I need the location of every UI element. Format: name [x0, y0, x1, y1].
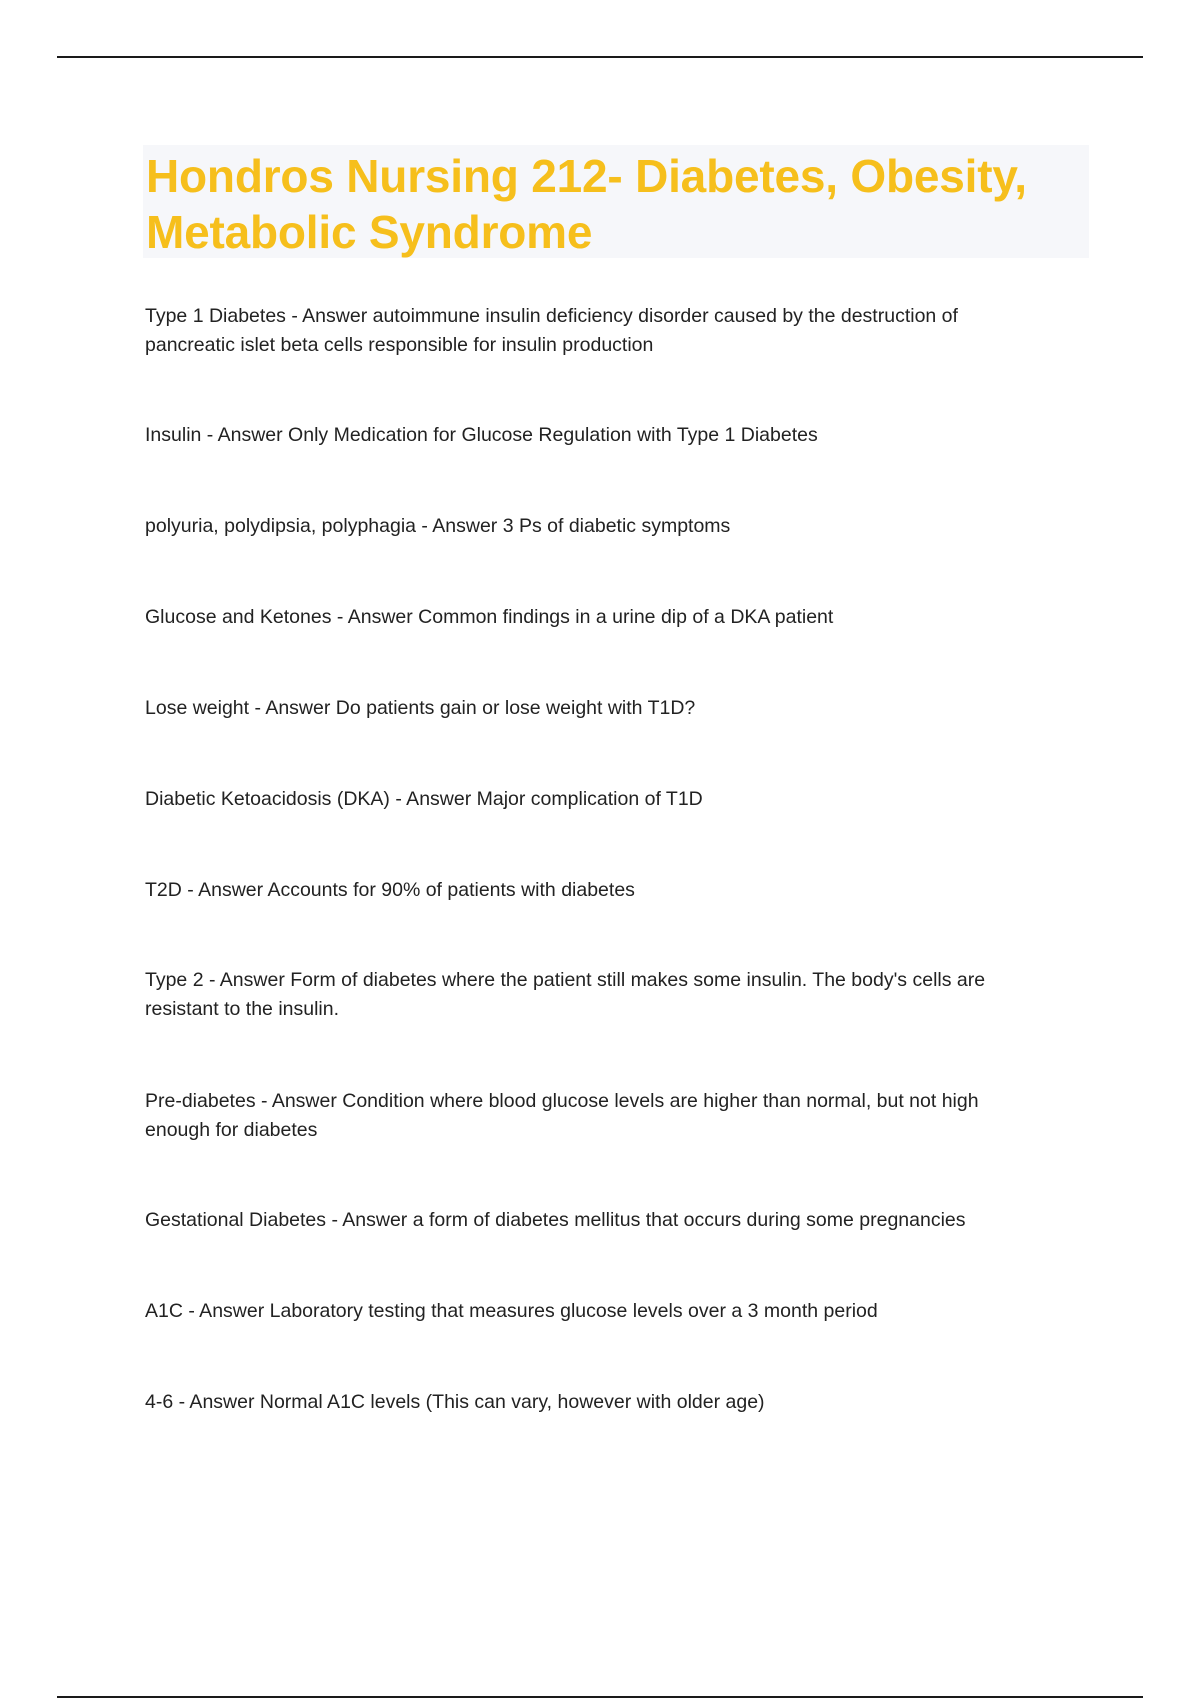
entry-insulin: Insulin - Answer Only Medication for Glucose Regulation with Type 1 Diabetes [145, 424, 818, 446]
bottom-rule [57, 1696, 1143, 1698]
entry-glucose-ketones: Glucose and Ketones - Answer Common findings in a urine dip of a DKA patient [145, 606, 834, 628]
entry-lose-weight: Lose weight - Answer Do patients gain or lose weight with T1D? [145, 697, 696, 719]
entry-gestational-diabetes: Gestational Diabetes - Answer a form of diabetes mellitus that occurs during some pregnancies [145, 1209, 966, 1231]
entry-t2d: T2D - Answer Accounts for 90% of patients with diabetes [145, 879, 635, 901]
top-rule [57, 56, 1143, 58]
entry-pre-diabetes: Pre-diabetes - Answer Condition where blood glucose levels are higher than normal, but not high enough for diabetes [145, 1090, 979, 1141]
entry-type-1-diabetes: Type 1 Diabetes - Answer autoimmune insulin deficiency disorder caused by the destruction of pancreatic islet beta cells responsible for insulin production [145, 305, 958, 356]
entry-a1c: A1C - Answer Laboratory testing that measures glucose levels over a 3 month period [145, 1300, 878, 1322]
document-title: Hondros Nursing 212- Diabetes, Obesity, Metabolic Syndrome [146, 150, 1027, 258]
entry-normal-a1c: 4-6 - Answer Normal A1C levels (This can vary, however with older age) [145, 1391, 765, 1413]
entry-three-ps: polyuria, polydipsia, polyphagia - Answer 3 Ps of diabetic symptoms [145, 515, 731, 537]
entry-type-2: Type 2 - Answer Form of diabetes where the patient still makes some insulin. The body's cells are resistant to the insulin. [145, 969, 986, 1020]
entry-dka: Diabetic Ketoacidosis (DKA) - Answer Major complication of T1D [145, 788, 703, 810]
